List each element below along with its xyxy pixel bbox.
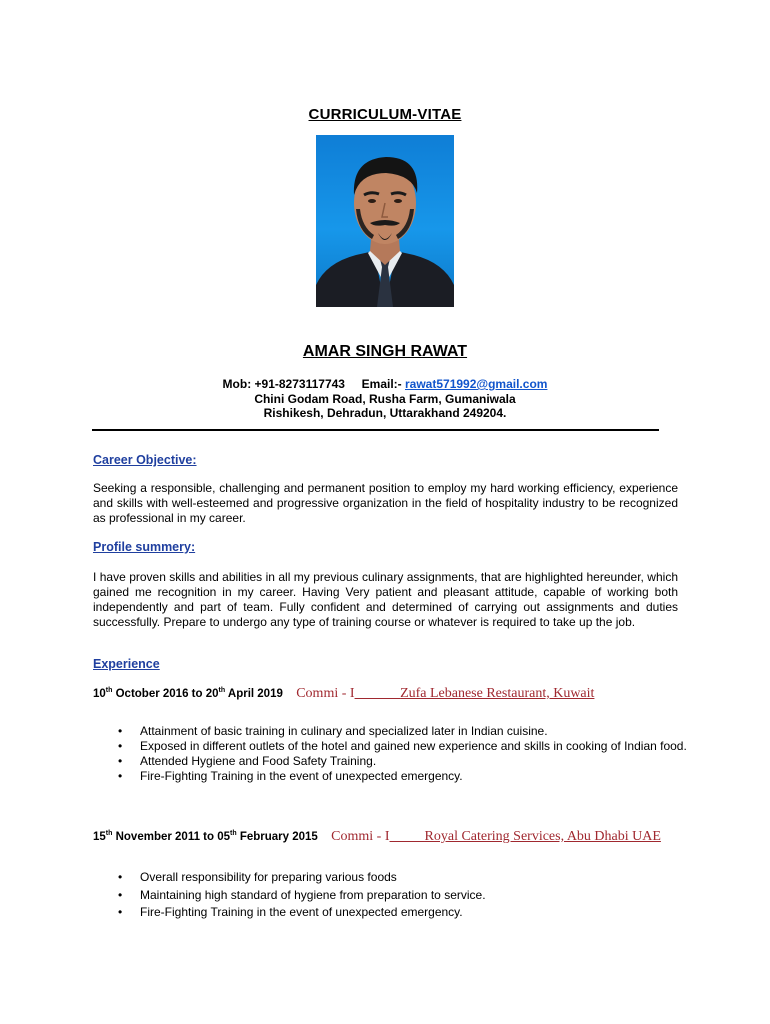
candidate-name: AMAR SINGH RAWAT: [302, 343, 468, 360]
list-item: • Fire-Fighting Training in the event of unexpected emergency.: [140, 904, 725, 922]
job-1-dates: 10th October 2016 to 20th April 2019: [93, 687, 283, 700]
list-item: • Maintaining high standard of hygiene from preparation to service.: [140, 887, 725, 905]
job-2-bullets: [93, 869, 725, 922]
header-divider: [92, 429, 659, 431]
email-label: Email:-: [361, 377, 402, 391]
list-item: • Attainment of basic training in culinary and specialized later in Indian cuisine.: [140, 724, 725, 739]
contact-line-phone-email: [0, 377, 770, 391]
address-line-2: Rishikesh, Dehradun, Uttarakhand 249204.: [263, 406, 507, 420]
career-objective-heading: Career Objective:: [93, 453, 197, 467]
profile-photo: [316, 135, 454, 307]
profile-summary-text: I have proven skills and abilities in all my previous culinary assignments, that are highlighted hereunder, which gained me recognition in my career. Having Very patient and pleasant attitude, capable of working both independently and part of team. Fully confident and determined of carrying out assignments and duties successfully. Prepare to undergo any type of training course or whatever is required to take up the job.: [93, 570, 678, 629]
list-item: • Fire-Fighting Training in the event of unexpected emergency.: [140, 769, 725, 784]
job-2-role: Commi - I: [331, 828, 390, 844]
job-2-header: [93, 825, 678, 846]
experience-heading: Experience: [93, 657, 160, 671]
job-1-bullets: [93, 724, 725, 784]
address-line-1: Chini Godam Road, Rusha Farm, Gumaniwala: [254, 392, 516, 406]
profile-summary-heading: Profile summery:: [93, 540, 196, 554]
list-item: • Exposed in different outlets of the hotel and gained new experience and skills in cooking of Indian food.: [140, 739, 725, 754]
job-1-role: Commi - I: [296, 686, 355, 701]
job-1-header: [93, 686, 678, 702]
job-1-company: Zufa Lebanese Restaurant, Kuwait: [400, 686, 595, 701]
mobile-number: Mob: +91-8273117743: [222, 377, 345, 391]
list-item: • Attended Hygiene and Food Safety Training.: [140, 754, 725, 769]
job-2-company: Royal Catering Services, Abu Dhabi UAE: [424, 828, 661, 844]
document-title: CURRICULUM-VITAE: [308, 106, 462, 123]
job-2-dates: 15th November 2011 to 05th February 2015: [93, 830, 318, 843]
list-item: • Overall responsibility for preparing various foods: [140, 869, 725, 887]
career-objective-text: Seeking a responsible, challenging and permanent position to employ my hard working efficiency, experience and skills with well-esteemed and progressive organization in the field of hospitality industry to be recognized as professional in my career.: [93, 481, 678, 525]
profile-photo-illustration: [316, 135, 454, 307]
email-link[interactable]: rawat571992@gmail.com: [405, 377, 548, 391]
